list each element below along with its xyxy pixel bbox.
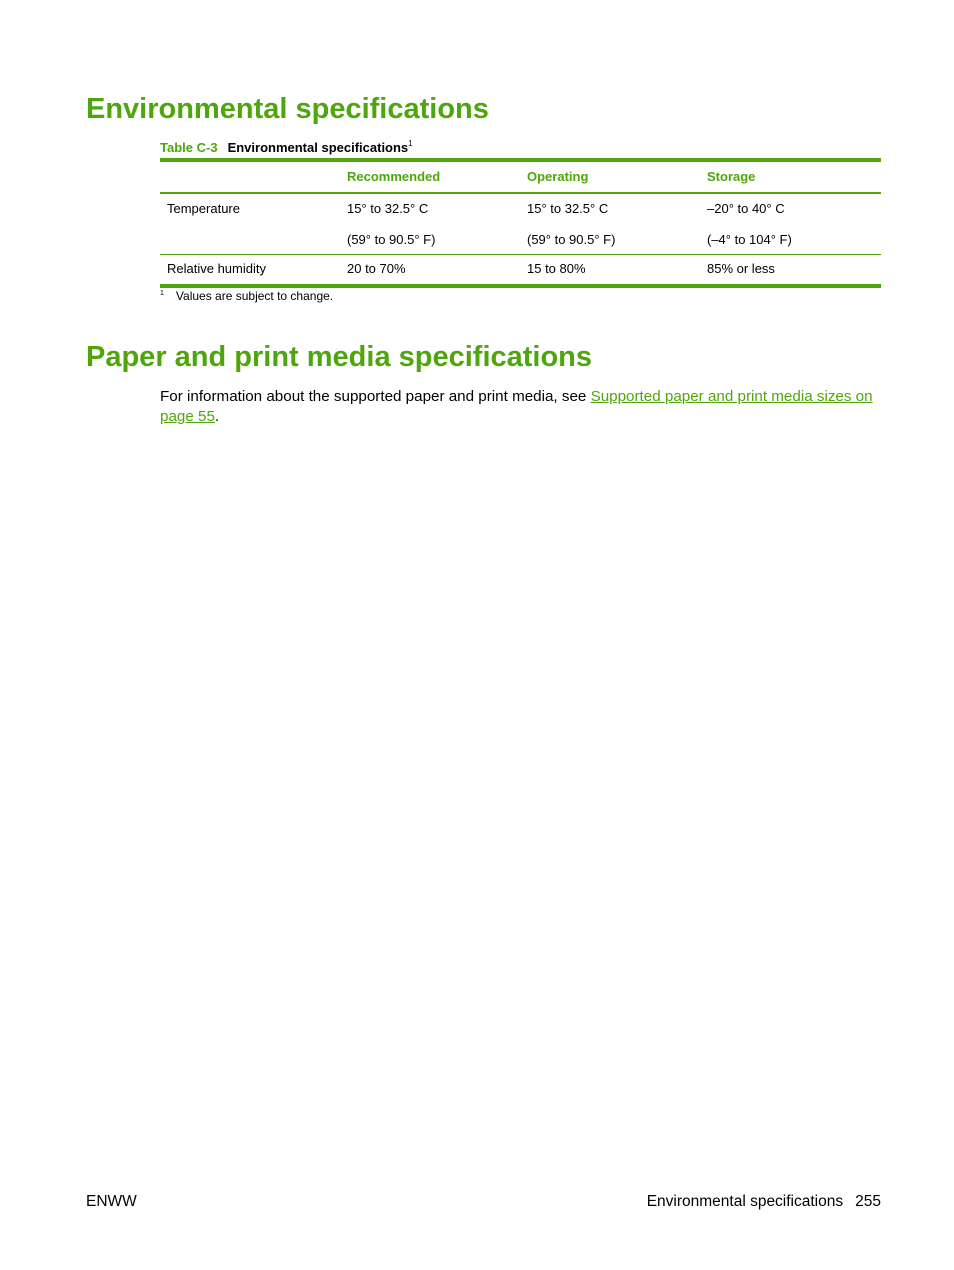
page-number: 255: [855, 1193, 881, 1210]
footer-right: [647, 1194, 881, 1210]
row-label-temperature: Temperature: [167, 201, 240, 216]
footnote-mark: 1: [160, 290, 164, 297]
row-label-relative-humidity: Relative humidity: [167, 261, 266, 276]
table-row-divider: [160, 254, 881, 255]
column-header-operating: Operating: [527, 169, 589, 184]
paper-info-text: For information about the supported paper and print media, see: [160, 388, 591, 405]
table-top-rule: [160, 158, 881, 162]
humidity-recommended: 20 to 70%: [347, 261, 406, 276]
table-caption: [160, 139, 413, 155]
paper-info-period: .: [214, 408, 220, 425]
table-caption-title: Environmental specifications: [227, 140, 409, 155]
table-header-rule: [160, 192, 881, 194]
page-title-paper: Paper and print media specifications: [86, 341, 593, 373]
footnote-text: Values are subject to change.: [175, 289, 334, 303]
footer-left: ENWW: [86, 1193, 137, 1210]
table-caption-footnote-ref: 1: [408, 139, 413, 148]
column-header-storage: Storage: [707, 169, 756, 184]
temperature-recommended: 15° to 32.5° C: [347, 201, 429, 216]
supported-paper-link[interactable]: Supported paper and print media sizes on page 55: [160, 388, 873, 425]
temperature-operating: 15° to 32.5° C: [527, 201, 609, 216]
column-header-recommended: Recommended: [347, 169, 441, 184]
table-footnote: [160, 289, 333, 303]
temperature-recommended-fahrenheit: (59° to 90.5° F): [347, 232, 436, 247]
paper-info-paragraph: [160, 387, 882, 427]
temperature-operating-fahrenheit: (59° to 90.5° F): [527, 232, 616, 247]
table-bottom-rule: [160, 284, 881, 288]
page-title-environmental: Environmental specifications: [86, 93, 489, 125]
humidity-storage: 85% or less: [707, 261, 775, 276]
footer-section-title: Environmental specifications: [646, 1193, 844, 1210]
table-caption-number: Table C-3: [160, 140, 218, 155]
temperature-storage: –20° to 40° C: [707, 201, 785, 216]
temperature-storage-fahrenheit: (–4° to 104° F): [707, 232, 792, 247]
humidity-operating: 15 to 80%: [527, 261, 586, 276]
